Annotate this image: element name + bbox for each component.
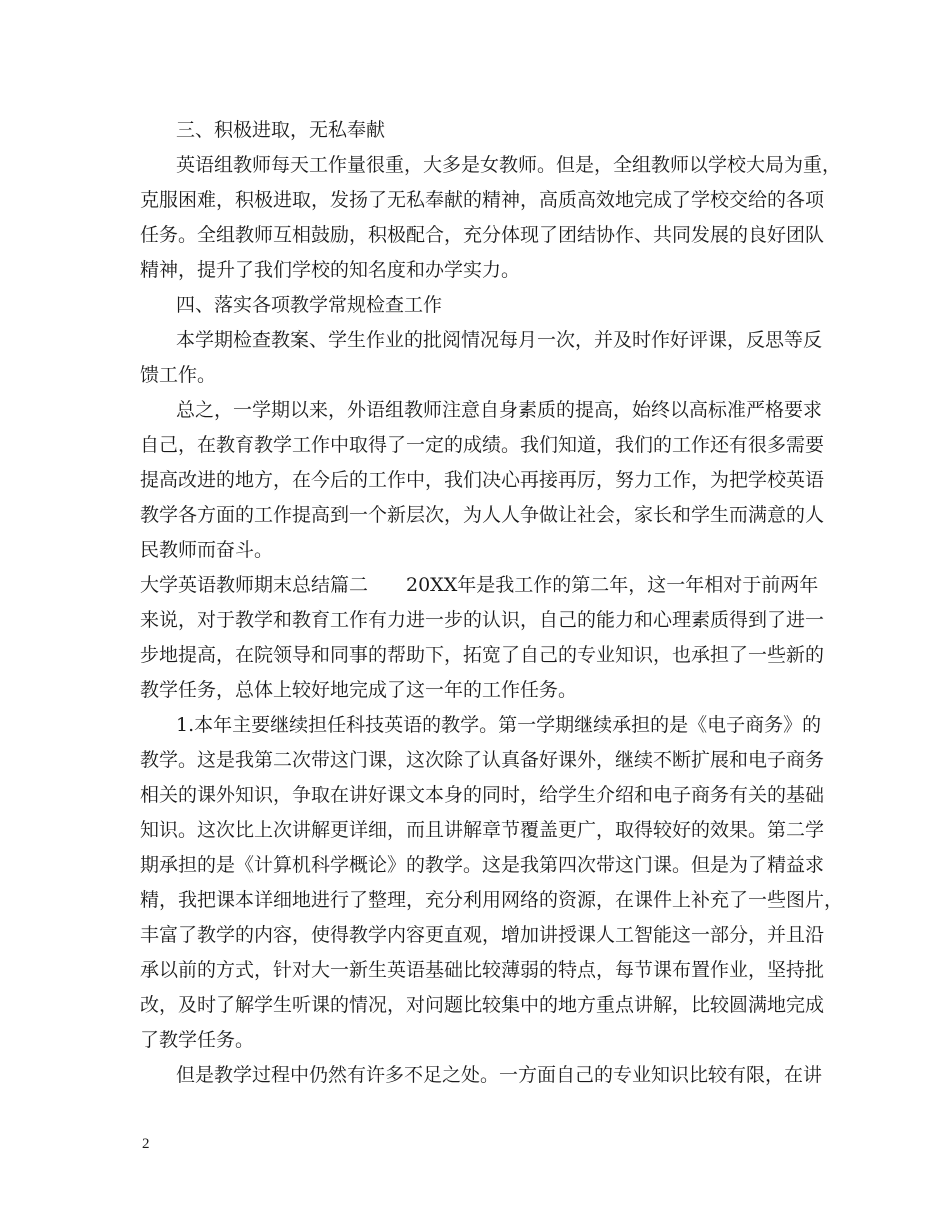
paragraph-line: 1.本年主要继续担任科技英语的教学。第一学期继续承担的是《电子商务》的 [176, 714, 822, 736]
paragraph-line: 英语组教师每天工作量很重，大多是女教师。但是，全组教师以学校大局为重， [176, 154, 842, 176]
section-heading-3: 三、积极进取，无私奉献 [176, 119, 386, 141]
page-number: 2 [142, 1136, 150, 1152]
paragraph-line: 步地提高，在院领导和同事的帮助下，拓宽了自己的专业知识，也承担了一些新的 [140, 644, 825, 666]
paragraph-line: 期承担的是《计算机科学概论》的教学。这是我第四次带这门课。但是为了精益求 [140, 854, 825, 876]
paragraph-line: 知识。这次比上次讲解更详细，而且讲解章节覆盖更广，取得较好的效果。第二学 [140, 819, 825, 841]
paragraph-line: 改，及时了解学生听课的情况，对问题比较集中的地方重点讲解，比较圆满地完成 [140, 994, 825, 1016]
paragraph-line: 任务。全组教师互相鼓励，积极配合，充分体现了团结协作、共同发展的良好团队 [140, 224, 825, 246]
paragraph-line: 教学。这是我第二次带这门课，这次除了认真备好课外，继续不断扩展和电子商务 [140, 749, 825, 771]
section-heading-4: 四、落实各项教学常规检查工作 [176, 294, 443, 316]
paragraph-line: 克服困难，积极进取，发扬了无私奉献的精神，高质高效地完成了学校交给的各项 [140, 189, 825, 211]
paragraph-line: 提高改进的地方，在今后的工作中，我们决心再接再厉，努力工作，为把学校英语 [140, 469, 825, 491]
paragraph-line: 本学期检查教案、学生作业的批阅情况每月一次，并及时作好评课，反思等反 [176, 329, 823, 351]
paragraph-line: 自己，在教育教学工作中取得了一定的成绩。我们知道，我们的工作还有很多需要 [140, 434, 825, 456]
paragraph-line: 民教师而奋斗。 [140, 539, 274, 561]
paragraph-line: 总之，一学期以来，外语组教师注意自身素质的提高，始终以高标准严格要求 [176, 399, 823, 421]
paragraph-line: 但是教学过程中仍然有许多不足之处。一方面自己的专业知识比较有限，在讲 [176, 1064, 823, 1086]
paragraph-line: 来说，对于教学和教育工作有力进一步的认识，自己的能力和心理素质得到了进一 [140, 609, 825, 631]
paragraph-line: 教学各方面的工作提高到一个新层次，为人人争做让社会，家长和学生而满意的人 [140, 504, 825, 526]
paragraph-line: 丰富了教学的内容，使得教学内容更直观，增加讲授课人工智能这一部分，并且沿 [140, 924, 825, 946]
paragraph-line: 相关的课外知识，争取在讲好课文本身的同时，给学生介绍和电子商务有关的基础 [140, 784, 825, 806]
paragraph-line: 精神，提升了我们学校的知名度和办学实力。 [140, 259, 521, 281]
paragraph-line: 精，我把课本详细地进行了整理，充分利用网络的资源，在课件上补充了一些图片， [140, 889, 844, 911]
article-title-line: 大学英语教师期末总结篇二 20XX年是我工作的第二年，这一年相对于前两年 [140, 574, 819, 596]
paragraph-line: 馈工作。 [140, 364, 217, 386]
paragraph-line: 了教学任务。 [140, 1029, 255, 1051]
paragraph-line: 教学任务，总体上较好地完成了这一年的工作任务。 [140, 679, 578, 701]
paragraph-line: 承以前的方式，针对大一新生英语基础比较薄弱的特点，每节课布置作业，坚持批 [140, 959, 825, 981]
